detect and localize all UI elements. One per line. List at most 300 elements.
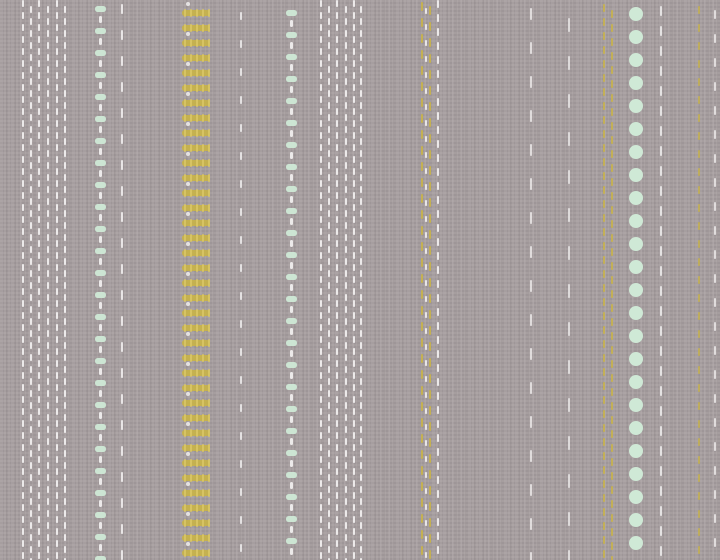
white-stitch — [47, 222, 49, 229]
white-stitch — [336, 504, 338, 511]
gold-stitch-tick — [208, 489, 210, 497]
white-stitch — [714, 538, 716, 547]
white-stitch — [56, 528, 58, 535]
white-stitch — [437, 140, 439, 148]
gold-stitch — [421, 82, 423, 91]
gold-stitch-tick — [184, 519, 186, 527]
white-stitch — [56, 264, 58, 271]
gold-stitch-tick — [208, 369, 210, 377]
white-stitch — [353, 12, 355, 19]
gold-stitch — [611, 402, 613, 410]
white-stitch — [22, 408, 24, 415]
white-stitch — [425, 264, 427, 270]
white-stitch — [568, 132, 570, 146]
gold-stitch — [611, 80, 613, 88]
white-stitch — [121, 108, 123, 118]
white-stitch — [345, 510, 347, 517]
white-stitch — [290, 196, 293, 203]
white-stitch — [320, 60, 322, 67]
white-stitch — [437, 84, 439, 92]
gold-stitch-tick — [196, 249, 198, 257]
white-stitch — [22, 492, 24, 499]
white-stitch — [64, 150, 66, 157]
gold-stitch — [611, 262, 613, 270]
white-stitch — [360, 114, 362, 121]
gold-stitch — [429, 518, 431, 527]
white-stitch — [353, 468, 355, 475]
mint-dot — [629, 7, 643, 21]
white-stitch — [360, 30, 362, 37]
white-stitch — [99, 434, 102, 441]
white-stitch — [320, 468, 322, 475]
white-stitch — [240, 264, 242, 272]
white-stitch — [345, 174, 347, 181]
white-stitch — [437, 252, 439, 260]
white-stitch — [336, 132, 338, 139]
white-stitch — [336, 24, 338, 31]
white-stitch — [360, 522, 362, 529]
white-stitch — [336, 108, 338, 115]
gold-stitch-tick — [184, 279, 186, 287]
mint-stitch — [286, 428, 297, 434]
gold-stitch — [698, 6, 700, 14]
gold-stitch — [698, 186, 700, 194]
gold-stitch-tick — [202, 219, 204, 227]
mint-dot — [629, 191, 643, 205]
white-stitch — [437, 532, 439, 540]
white-stitch — [660, 486, 662, 496]
white-stitch — [437, 280, 439, 288]
white-stitch — [22, 48, 24, 55]
white-stitch — [336, 456, 338, 463]
white-stitch — [320, 408, 322, 415]
white-stitch — [47, 126, 49, 133]
white-stitch — [30, 246, 32, 253]
white-stitch — [56, 372, 58, 379]
gold-stitch-tick — [184, 99, 186, 107]
white-stitch — [186, 362, 190, 366]
white-stitch — [360, 198, 362, 205]
mint-stitch — [286, 98, 297, 104]
white-stitch — [121, 30, 123, 40]
gold-stitch-tick — [208, 324, 210, 332]
white-stitch — [56, 168, 58, 175]
gold-stitch — [429, 54, 431, 63]
white-stitch — [437, 294, 439, 302]
gold-stitch — [421, 306, 423, 315]
white-stitch — [30, 294, 32, 301]
white-stitch — [437, 224, 439, 232]
white-stitch — [437, 112, 439, 120]
white-stitch — [437, 378, 439, 386]
mint-dot — [629, 237, 643, 251]
white-stitch — [47, 522, 49, 529]
white-stitch — [64, 30, 66, 37]
white-stitch — [336, 0, 338, 7]
white-stitch — [336, 120, 338, 127]
white-stitch — [353, 168, 355, 175]
white-stitch — [360, 486, 362, 493]
mint-stitch — [95, 490, 106, 496]
white-stitch — [30, 474, 32, 481]
mint-dot — [629, 352, 643, 366]
gold-stitch-tick — [190, 489, 192, 497]
white-stitch — [64, 366, 66, 373]
white-stitch — [22, 192, 24, 199]
gold-stitch — [611, 388, 613, 396]
white-stitch — [121, 82, 123, 92]
mint-dot — [629, 444, 643, 458]
white-stitch — [240, 292, 242, 300]
white-stitch — [99, 82, 102, 89]
white-stitch — [353, 420, 355, 427]
white-stitch — [360, 342, 362, 349]
white-stitch — [714, 202, 716, 211]
white-stitch — [425, 488, 427, 494]
white-stitch — [38, 264, 40, 271]
gold-stitch — [429, 278, 431, 287]
gold-stitch — [421, 194, 423, 203]
gold-stitch — [603, 466, 605, 474]
gold-stitch-tick — [208, 294, 210, 302]
mint-stitch — [286, 362, 297, 368]
gold-stitch-tick — [202, 444, 204, 452]
white-stitch — [660, 246, 662, 256]
white-stitch — [240, 236, 242, 244]
mint-stitch — [95, 138, 106, 144]
white-stitch — [360, 462, 362, 469]
white-stitch — [714, 154, 716, 163]
white-stitch — [345, 222, 347, 229]
gold-stitch — [603, 298, 605, 306]
white-stitch — [240, 544, 242, 552]
white-stitch — [437, 56, 439, 64]
white-stitch — [353, 456, 355, 463]
white-stitch — [328, 378, 330, 385]
white-stitch — [320, 348, 322, 355]
gold-stitch-tick — [202, 279, 204, 287]
white-stitch — [568, 18, 570, 32]
white-stitch — [121, 524, 123, 534]
white-stitch — [320, 216, 322, 223]
white-stitch — [320, 252, 322, 259]
gold-stitch — [611, 542, 613, 550]
gold-stitch — [698, 42, 700, 50]
gold-stitch-tick — [202, 339, 204, 347]
mint-stitch — [286, 208, 297, 214]
white-stitch — [64, 426, 66, 433]
white-stitch — [30, 90, 32, 97]
white-stitch — [56, 324, 58, 331]
mint-stitch — [95, 534, 106, 540]
white-stitch — [64, 378, 66, 385]
white-stitch — [328, 126, 330, 133]
gold-stitch — [698, 528, 700, 536]
white-stitch — [22, 84, 24, 91]
white-stitch — [30, 102, 32, 109]
gold-stitch — [698, 420, 700, 428]
white-stitch — [240, 516, 242, 524]
white-stitch — [99, 522, 102, 529]
white-stitch — [345, 126, 347, 133]
gold-stitch-tick — [196, 204, 198, 212]
white-stitch — [47, 438, 49, 445]
white-stitch — [345, 414, 347, 421]
white-stitch — [56, 360, 58, 367]
white-stitch — [64, 90, 66, 97]
white-stitch — [353, 444, 355, 451]
gold-stitch-tick — [202, 324, 204, 332]
white-stitch — [30, 462, 32, 469]
white-stitch — [328, 114, 330, 121]
white-stitch — [336, 540, 338, 547]
white-stitch — [328, 30, 330, 37]
white-stitch — [336, 312, 338, 319]
white-stitch — [437, 182, 439, 190]
white-stitch — [22, 456, 24, 463]
gold-stitch-tick — [208, 159, 210, 167]
white-stitch — [99, 214, 102, 221]
white-stitch — [336, 552, 338, 559]
gold-stitch-tick — [196, 144, 198, 152]
white-stitch — [714, 490, 716, 499]
white-stitch — [121, 472, 123, 482]
gold-stitch-tick — [190, 294, 192, 302]
white-stitch — [328, 390, 330, 397]
mint-stitch — [286, 76, 297, 82]
white-stitch — [290, 152, 293, 159]
gold-stitch — [421, 146, 423, 155]
white-stitch — [336, 216, 338, 223]
white-stitch — [345, 186, 347, 193]
mint-stitch — [95, 28, 106, 34]
white-stitch — [328, 330, 330, 337]
white-stitch — [360, 378, 362, 385]
white-stitch — [99, 544, 102, 551]
gold-stitch — [611, 486, 613, 494]
white-stitch — [47, 330, 49, 337]
gold-stitch-tick — [208, 474, 210, 482]
mint-stitch — [286, 186, 297, 192]
white-stitch — [30, 162, 32, 169]
white-stitch — [290, 284, 293, 291]
white-stitch — [99, 104, 102, 111]
white-stitch — [64, 522, 66, 529]
white-stitch — [425, 456, 427, 462]
white-stitch — [336, 396, 338, 403]
white-stitch — [64, 438, 66, 445]
white-stitch — [47, 54, 49, 61]
white-stitch — [328, 546, 330, 553]
white-stitch — [328, 54, 330, 61]
white-stitch — [56, 156, 58, 163]
white-stitch — [56, 60, 58, 67]
gold-stitch — [603, 88, 605, 96]
white-stitch — [38, 492, 40, 499]
white-stitch — [56, 252, 58, 259]
gold-stitch — [421, 434, 423, 443]
white-stitch — [425, 408, 427, 414]
white-stitch — [360, 534, 362, 541]
gold-stitch-tick — [190, 519, 192, 527]
gold-stitch — [603, 270, 605, 278]
white-stitch — [437, 154, 439, 162]
white-stitch — [30, 534, 32, 541]
white-stitch — [360, 78, 362, 85]
gold-stitch-tick — [208, 264, 210, 272]
white-stitch — [530, 484, 532, 496]
white-stitch — [437, 42, 439, 50]
gold-stitch-tick — [196, 159, 198, 167]
gold-stitch-tick — [202, 459, 204, 467]
gold-stitch — [603, 396, 605, 404]
white-stitch — [328, 66, 330, 73]
white-stitch — [290, 372, 293, 379]
white-stitch — [186, 62, 190, 66]
white-stitch — [56, 276, 58, 283]
white-stitch — [425, 8, 427, 14]
white-stitch — [353, 24, 355, 31]
white-stitch — [328, 138, 330, 145]
gold-stitch-tick — [202, 204, 204, 212]
white-stitch — [64, 282, 66, 289]
white-stitch — [38, 468, 40, 475]
white-stitch — [30, 150, 32, 157]
white-stitch — [186, 32, 190, 36]
white-stitch — [47, 474, 49, 481]
white-stitch — [30, 510, 32, 517]
gold-stitch-tick — [196, 519, 198, 527]
gold-stitch — [421, 354, 423, 363]
white-stitch — [336, 528, 338, 535]
white-stitch — [353, 396, 355, 403]
white-stitch — [64, 294, 66, 301]
white-stitch — [353, 300, 355, 307]
white-stitch — [336, 72, 338, 79]
white-stitch — [320, 312, 322, 319]
gold-stitch — [603, 256, 605, 264]
mint-stitch — [286, 384, 297, 390]
white-stitch — [64, 114, 66, 121]
gold-stitch-tick — [190, 84, 192, 92]
gold-stitch-tick — [190, 264, 192, 272]
white-stitch — [425, 312, 427, 318]
gold-stitch-tick — [196, 504, 198, 512]
white-stitch — [121, 4, 123, 14]
gold-stitch — [429, 134, 431, 143]
white-stitch — [22, 504, 24, 511]
white-stitch — [64, 390, 66, 397]
white-stitch — [290, 526, 293, 533]
white-stitch — [290, 130, 293, 137]
white-stitch — [437, 518, 439, 526]
mint-stitch — [95, 116, 106, 122]
white-stitch — [530, 110, 532, 122]
white-stitch — [530, 246, 532, 258]
gold-stitch-tick — [184, 489, 186, 497]
white-stitch — [360, 354, 362, 361]
gold-stitch-tick — [208, 189, 210, 197]
white-stitch — [56, 504, 58, 511]
white-stitch — [437, 322, 439, 330]
mint-stitch — [95, 50, 106, 56]
white-stitch — [22, 240, 24, 247]
gold-stitch-tick — [184, 534, 186, 542]
white-stitch — [320, 132, 322, 139]
white-stitch — [336, 384, 338, 391]
white-stitch — [64, 42, 66, 49]
white-stitch — [425, 472, 427, 478]
gold-stitch — [429, 6, 431, 15]
white-stitch — [353, 0, 355, 7]
white-stitch — [38, 96, 40, 103]
white-stitch — [345, 450, 347, 457]
white-stitch — [437, 0, 439, 8]
white-stitch — [30, 498, 32, 505]
gold-stitch-tick — [196, 9, 198, 17]
white-stitch — [328, 6, 330, 13]
white-stitch — [240, 432, 242, 440]
white-stitch — [30, 138, 32, 145]
gold-stitch-tick — [184, 399, 186, 407]
white-stitch — [30, 390, 32, 397]
white-stitch — [660, 506, 662, 516]
white-stitch — [360, 102, 362, 109]
white-stitch — [30, 222, 32, 229]
gold-stitch — [611, 556, 613, 560]
white-stitch — [22, 228, 24, 235]
gold-stitch-tick — [202, 534, 204, 542]
white-stitch — [121, 290, 123, 300]
white-stitch — [660, 306, 662, 316]
white-stitch — [714, 442, 716, 451]
gold-stitch-tick — [190, 279, 192, 287]
white-stitch — [30, 402, 32, 409]
gold-stitch-tick — [196, 294, 198, 302]
white-stitch — [336, 288, 338, 295]
white-stitch — [38, 552, 40, 559]
white-stitch — [47, 102, 49, 109]
gold-stitch — [429, 150, 431, 159]
white-stitch — [714, 34, 716, 43]
gold-stitch — [429, 214, 431, 223]
white-stitch — [328, 258, 330, 265]
white-stitch — [22, 168, 24, 175]
mint-dot — [629, 53, 643, 67]
white-stitch — [353, 408, 355, 415]
white-stitch — [22, 252, 24, 259]
white-stitch — [660, 186, 662, 196]
gold-stitch — [698, 204, 700, 212]
white-stitch — [38, 216, 40, 223]
white-stitch — [320, 504, 322, 511]
white-stitch — [425, 168, 427, 174]
mint-stitch — [286, 450, 297, 456]
white-stitch — [320, 552, 322, 559]
gold-stitch — [429, 198, 431, 207]
gold-stitch — [698, 60, 700, 68]
white-stitch — [328, 318, 330, 325]
gold-stitch-tick — [190, 459, 192, 467]
white-stitch — [64, 414, 66, 421]
mint-stitch — [95, 336, 106, 342]
gold-stitch-tick — [196, 279, 198, 287]
white-stitch — [660, 226, 662, 236]
white-stitch — [660, 346, 662, 356]
gold-stitch-tick — [184, 474, 186, 482]
white-stitch — [328, 450, 330, 457]
gold-stitch-tick — [184, 69, 186, 77]
